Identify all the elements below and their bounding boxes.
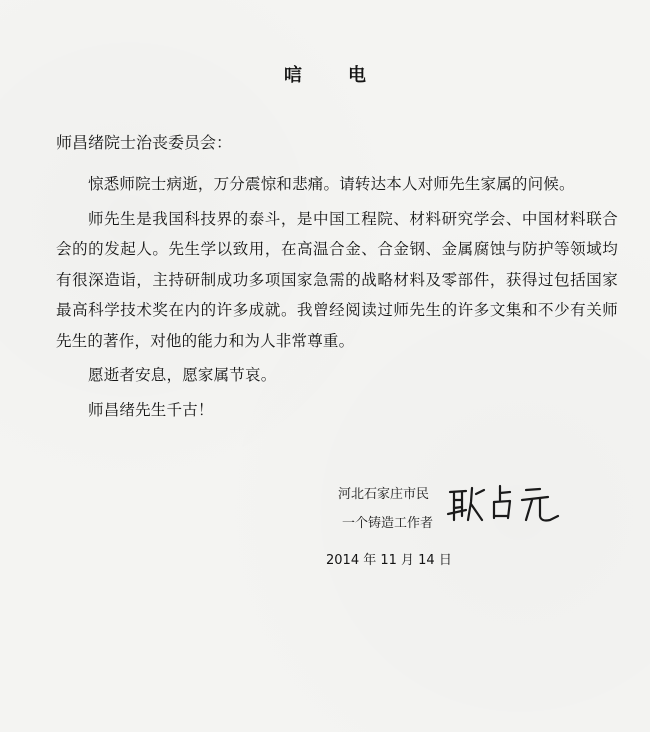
- letter-date: 2014 年 11 月 14 日: [326, 553, 452, 568]
- letter-body: [56, 169, 618, 429]
- body-paragraph-wishes: 愿逝者安息，愿家属节哀。: [88, 366, 277, 384]
- signature-image: [444, 480, 566, 528]
- sender-location: 河北石家庄市民: [338, 487, 430, 502]
- sender-occupation: 一个铸造工作者: [342, 516, 434, 531]
- body-paragraph-condolence: 惊悉师院士病逝，万分震惊和悲痛。请转达本人对师先生家属的问候。: [88, 175, 575, 193]
- body-paragraph-farewell: 师昌绪先生千古！: [88, 400, 214, 419]
- salutation: 师昌绪院士治丧委员会：: [56, 133, 233, 152]
- document-title: 唁电: [284, 65, 412, 86]
- handwritten-signature: [444, 480, 566, 528]
- signature-block: [316, 480, 616, 580]
- body-paragraph-tribute: 师先生是我国科技界的泰斗，是中国工程院、材料研究学会、中国材料联合会的的发起人。先生学以致用，在高温合金、合金钢、金属腐蚀与防护等领域均有很深造诣，主持研制成功多项国家急需的战略材料及零部件，获得过包括国家最高科学技术奖在内的许多成就。我曾经阅读过师先生的许多文集和不少有关师先生的著作，对他的能力和为人非常尊重。: [56, 209, 618, 350]
